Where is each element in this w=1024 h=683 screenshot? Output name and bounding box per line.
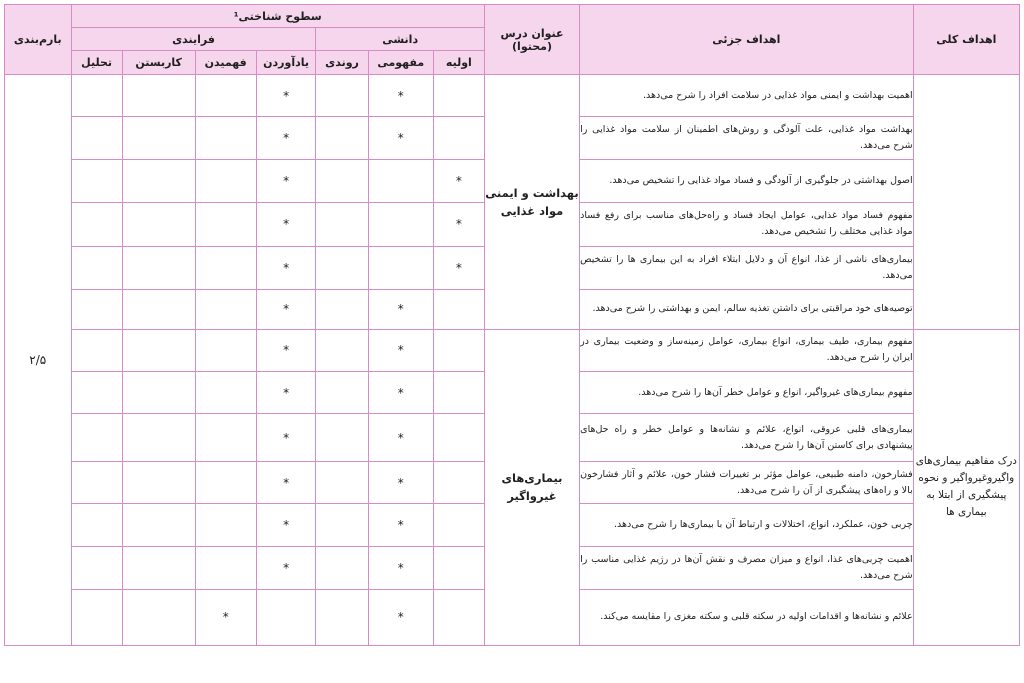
mark-apply [122, 246, 195, 289]
mark-analyze [71, 289, 122, 329]
col-procedural: روندی [316, 51, 368, 75]
mark-apply [122, 203, 195, 246]
mark-procedural [316, 160, 368, 203]
mark-understand [195, 546, 256, 589]
header-goals: اهداف کلی [913, 5, 1019, 75]
mark-recall: * [256, 160, 316, 203]
mark-initial [433, 589, 484, 645]
mark-analyze [71, 504, 122, 546]
mark-procedural [316, 414, 368, 462]
mark-conceptual: * [368, 117, 433, 160]
mark-analyze [71, 414, 122, 462]
mark-understand [195, 504, 256, 546]
mark-apply [122, 117, 195, 160]
mark-understand [195, 462, 256, 504]
mark-understand [195, 246, 256, 289]
mark-conceptual: * [368, 414, 433, 462]
mark-analyze [71, 329, 122, 371]
mark-procedural [316, 289, 368, 329]
mark-initial [433, 504, 484, 546]
col-conceptual: مفهومی [368, 51, 433, 75]
mark-procedural [316, 504, 368, 546]
mark-procedural [316, 371, 368, 413]
mark-conceptual [368, 203, 433, 246]
mark-understand [195, 371, 256, 413]
header-process: فرایندی [71, 28, 316, 51]
mark-recall: * [256, 289, 316, 329]
objective-text: علائم و نشانه‌ها و اقدامات اولیه در سکته قلبی و سکته مغزی را مقایسه می‌کند. [580, 589, 914, 645]
mark-understand: * [195, 589, 256, 645]
mark-recall: * [256, 371, 316, 413]
objective-text: مفهوم بیماری، طیف بیماری، انواع بیماری، عوامل زمینه‌ساز و وضعیت بیماری در ایران را شرح می‌دهد. [580, 329, 914, 371]
objective-text: توصیه‌های خود مراقبتی برای داشتن تغذیه سالم، ایمن و بهداشتی را شرح می‌دهد. [580, 289, 914, 329]
mark-analyze [71, 160, 122, 203]
mark-initial: * [433, 160, 484, 203]
mark-understand [195, 289, 256, 329]
mark-conceptual: * [368, 289, 433, 329]
mark-analyze [71, 462, 122, 504]
header-score: بارم‌بندی [5, 5, 72, 75]
score-cell: ۲/۵ [5, 75, 72, 646]
mark-recall: * [256, 504, 316, 546]
mark-understand [195, 414, 256, 462]
mark-initial [433, 329, 484, 371]
col-recall: یادآوردن [256, 51, 316, 75]
mark-procedural [316, 546, 368, 589]
mark-analyze [71, 246, 122, 289]
topic-cell: بیماری‌های غیرواگیر [484, 329, 579, 645]
mark-analyze [71, 546, 122, 589]
mark-apply [122, 546, 195, 589]
header-knowledge: دانشی [316, 28, 484, 51]
mark-understand [195, 75, 256, 117]
mark-recall: * [256, 462, 316, 504]
mark-procedural [316, 246, 368, 289]
objective-text: اصول بهداشتی در جلوگیری از آلودگی و فساد مواد غذایی را تشخیص می‌دهد. [580, 160, 914, 203]
mark-conceptual: * [368, 589, 433, 645]
mark-conceptual: * [368, 504, 433, 546]
mark-procedural [316, 462, 368, 504]
mark-conceptual [368, 246, 433, 289]
mark-apply [122, 504, 195, 546]
mark-recall: * [256, 414, 316, 462]
mark-apply [122, 589, 195, 645]
mark-conceptual [368, 160, 433, 203]
objective-text: بیماری‌های ناشی از غذا، انواع آن و دلایل ابتلاء افراد به این بیماری ها را تشخیص می‌دهد. [580, 246, 914, 289]
mark-conceptual: * [368, 462, 433, 504]
table-row [5, 75, 1020, 117]
header-topic: عنوان درس (محتوا) [484, 5, 579, 75]
mark-initial: * [433, 203, 484, 246]
objective-text: اهمیت چربی‌های غذا، انواع و میزان مصرف و نقش آن‌ها در رژیم غذایی مناسب را شرح می‌دهد. [580, 546, 914, 589]
col-analyze: تحلیل [71, 51, 122, 75]
mark-analyze [71, 203, 122, 246]
mark-procedural [316, 203, 368, 246]
mark-initial [433, 462, 484, 504]
mark-apply [122, 329, 195, 371]
mark-conceptual: * [368, 329, 433, 371]
mark-initial [433, 546, 484, 589]
mark-conceptual: * [368, 546, 433, 589]
mark-initial [433, 289, 484, 329]
objective-text: مفهوم بیماری‌های غیرواگیر، انواع و عوامل خطر آن‌ها را شرح می‌دهد. [580, 371, 914, 413]
col-apply: کاربستن [122, 51, 195, 75]
mark-initial [433, 75, 484, 117]
mark-understand [195, 160, 256, 203]
topic-cell: بهداشت و ایمنی مواد غذایی [484, 75, 579, 330]
mark-recall: * [256, 203, 316, 246]
mark-apply [122, 160, 195, 203]
mark-procedural [316, 117, 368, 160]
mark-apply [122, 75, 195, 117]
objective-text: فشارخون، دامنه طبیعی، عوامل مؤثر بر تغییرات فشار خون، علائم و آثار فشارخون بالا و راه‌های پیشگیری از آن را شرح می‌دهد. [580, 462, 914, 504]
table-row [5, 329, 1020, 371]
curriculum-table [4, 4, 1020, 646]
mark-apply [122, 371, 195, 413]
mark-initial [433, 117, 484, 160]
mark-procedural [316, 589, 368, 645]
header-objectives: اهداف جزئی [580, 5, 914, 75]
mark-procedural [316, 329, 368, 371]
mark-analyze [71, 371, 122, 413]
mark-analyze [71, 75, 122, 117]
goal-cell [913, 75, 1019, 330]
mark-apply [122, 462, 195, 504]
mark-recall: * [256, 246, 316, 289]
mark-conceptual: * [368, 75, 433, 117]
col-understand: فهمیدن [195, 51, 256, 75]
header-cognitive-levels: سطوح شناختی¹ [71, 5, 484, 28]
mark-understand [195, 203, 256, 246]
goal-cell: درک مفاهیم بیماری‌های واگیروغیرواگیر و نحوه پیشگیری از ابتلا به بیماری ها [913, 329, 1019, 645]
mark-recall [256, 589, 316, 645]
mark-conceptual: * [368, 371, 433, 413]
mark-recall: * [256, 117, 316, 160]
objective-text: مفهوم فساد مواد غذایی، عوامل ایجاد فساد و راه‌حل‌های مناسب برای رفع فساد مواد غذایی مختلف را تشخیص می‌دهد. [580, 203, 914, 246]
mark-understand [195, 329, 256, 371]
mark-recall: * [256, 75, 316, 117]
mark-analyze [71, 589, 122, 645]
mark-apply [122, 414, 195, 462]
col-initial: اولیه [433, 51, 484, 75]
objective-text: اهمیت بهداشت و ایمنی مواد غذایی در سلامت افراد را شرح می‌دهد. [580, 75, 914, 117]
mark-recall: * [256, 329, 316, 371]
mark-analyze [71, 117, 122, 160]
mark-apply [122, 289, 195, 329]
objective-text: بهداشت مواد غذایی، علت آلودگی و روش‌های اطمینان از سلامت مواد غذایی را شرح می‌دهد. [580, 117, 914, 160]
mark-understand [195, 117, 256, 160]
mark-initial: * [433, 246, 484, 289]
mark-initial [433, 371, 484, 413]
objective-text: بیماری‌های قلبی عروقی، انواع، علائم و نشانه‌ها و عوامل خطر و راه حل‌های پیشنهادی برای کاستن آن‌ها را شرح می‌دهد. [580, 414, 914, 462]
mark-recall: * [256, 546, 316, 589]
mark-procedural [316, 75, 368, 117]
objective-text: چربی خون، عملکرد، انواع، اختلالات و ارتباط آن با بیماری‌ها را شرح می‌دهد. [580, 504, 914, 546]
mark-initial [433, 414, 484, 462]
